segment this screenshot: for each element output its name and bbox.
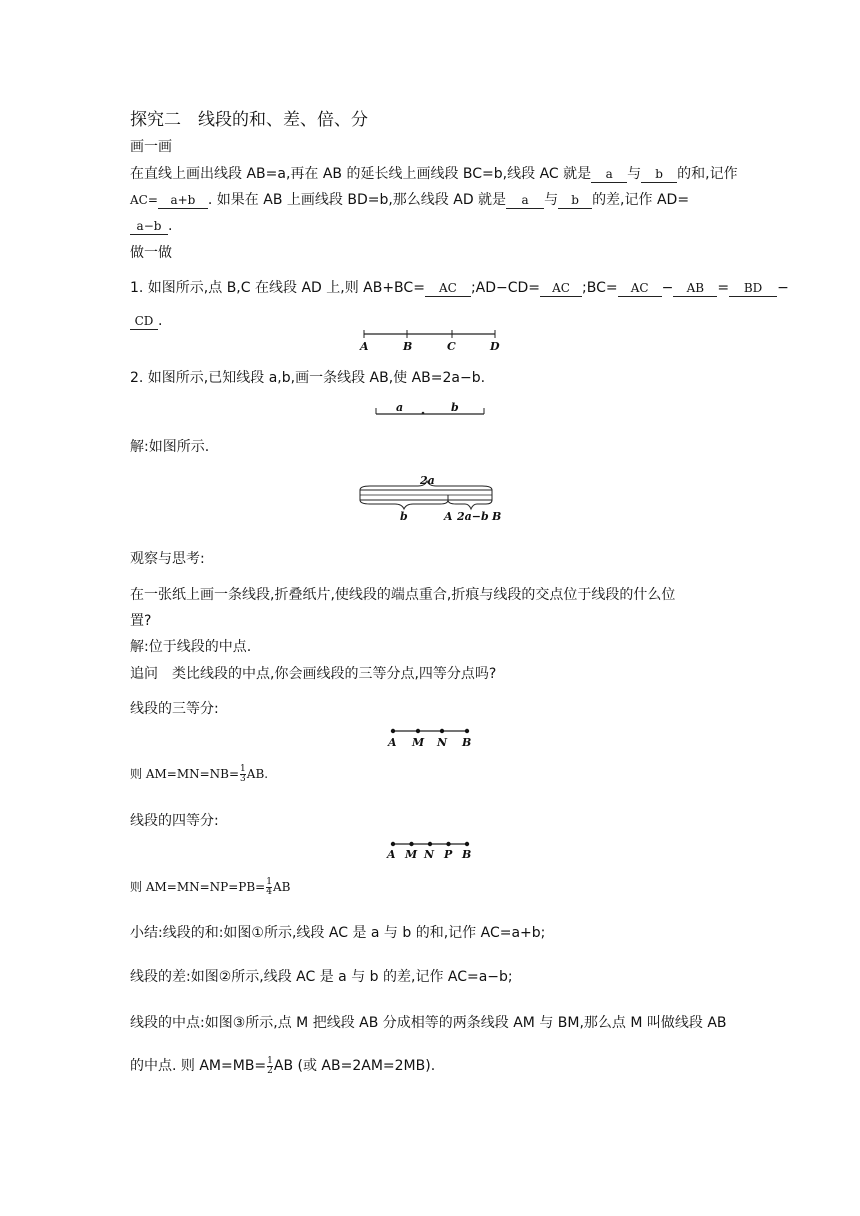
- label-2a-minus-b: 2a−b: [457, 510, 489, 523]
- answer-blank: a: [506, 193, 544, 209]
- followup-question: 追问 类比线段的中点,你会画线段的三等分点,四等分点吗?: [130, 666, 497, 682]
- draw-heading: 画一画: [130, 139, 172, 155]
- formula-text: AB: [272, 880, 291, 894]
- draw-text: 在直线上画出线段 AB=a,再在 AB 的延长线上画线段 BC=b,线段 AC 就是: [130, 166, 592, 182]
- point-label-n: N: [424, 848, 435, 861]
- quadrisection-formula: [130, 877, 290, 897]
- answer-blank: a: [591, 167, 627, 183]
- fraction-denominator: 3: [240, 773, 246, 784]
- formula-text: 则 AM=MN=NB=: [130, 767, 240, 781]
- solution-text: 解:如图所示.: [130, 439, 210, 455]
- draw-text: . 如果在 AB 上画线段 BD=b,那么线段 AD 就是: [207, 192, 507, 208]
- point-label-b: B: [403, 340, 413, 353]
- fraction-denominator: 4: [266, 886, 272, 897]
- section-title: 探究二 线段的和、差、倍、分: [130, 110, 368, 130]
- summary-midpoint-line-2: [130, 1056, 435, 1076]
- question-text: .: [158, 313, 163, 329]
- answer-blank: CD: [130, 314, 158, 330]
- fraction-numerator: 1: [240, 763, 246, 774]
- point-dot: [428, 842, 432, 846]
- draw-text: 的差,记作 AD=: [592, 192, 690, 208]
- point-label-a: A: [387, 848, 396, 861]
- fraction-one-third: [240, 765, 246, 784]
- trisection-label: 线段的三等分:: [130, 701, 219, 717]
- fraction-numerator: 1: [267, 1055, 273, 1066]
- answer-blank: a+b: [158, 193, 208, 209]
- answer-blank: AC: [540, 281, 582, 297]
- brace-bottom-diff: [448, 500, 492, 509]
- point-label-n: N: [437, 736, 448, 749]
- point-label-p: P: [444, 848, 453, 861]
- formula-text: 则 AM=MN=NP=PB=: [130, 880, 266, 894]
- fraction-numerator: 1: [266, 876, 272, 887]
- answer-blank: AC: [618, 281, 662, 297]
- summary-sum: 小结:线段的和:如图①所示,线段 AC 是 a 与 b 的和,记作 AC=a+b;: [130, 925, 546, 941]
- point-label-b: B: [462, 848, 472, 861]
- point-label-m: M: [412, 736, 425, 749]
- point-dot: [465, 729, 469, 733]
- brace-bottom-b: [360, 500, 448, 509]
- draw-text: 的和,记作: [677, 166, 738, 182]
- segment-label-a: a: [396, 401, 404, 414]
- label-b: b: [400, 510, 408, 523]
- answer-blank: b: [641, 167, 677, 183]
- formula-text: AB.: [246, 767, 269, 781]
- question-text: 1. 如图所示,点 B,C 在线段 AD 上,则 AB+BC=: [130, 280, 425, 296]
- point-dot: [391, 729, 395, 733]
- answer-blank: AC: [425, 281, 471, 297]
- formula-text: AB (或 AB=2AM=2MB).: [273, 1058, 436, 1074]
- point-dot: [409, 842, 413, 846]
- observe-question-line-2: 置?: [130, 613, 152, 629]
- answer-blank: BD: [729, 281, 777, 297]
- point-label-d: D: [490, 340, 500, 353]
- answer-blank: a−b: [130, 219, 168, 235]
- question-text: −: [777, 280, 789, 296]
- practice-heading: 做一做: [130, 245, 172, 261]
- draw-text: .: [168, 218, 173, 234]
- question-2: 2. 如图所示,已知线段 a,b,画一条线段 AB,使 AB=2a−b.: [130, 370, 486, 386]
- point-dot: [391, 842, 395, 846]
- point-label-a: A: [388, 736, 397, 749]
- draw-text: 与: [544, 192, 559, 208]
- question-text: =: [717, 280, 730, 296]
- summary-diff: 线段的差:如图②所示,线段 AC 是 a 与 b 的差,记作 AC=a−b;: [130, 969, 513, 985]
- observe-answer: 解:位于线段的中点.: [130, 639, 252, 655]
- answer-blank: b: [558, 193, 592, 209]
- point-label-b: B: [492, 510, 502, 523]
- fraction-one-quarter: [266, 878, 272, 897]
- separator-dot: [422, 412, 425, 415]
- point-label-b: B: [462, 736, 472, 749]
- point-label-m: M: [405, 848, 418, 861]
- question-text: ;AD−CD=: [470, 280, 541, 296]
- observe-heading: 观察与思考:: [130, 551, 205, 567]
- label-2a: 2a: [420, 474, 435, 487]
- point-label-c: C: [447, 340, 456, 353]
- trisection-formula: [130, 764, 268, 784]
- segment-label-b: b: [451, 401, 459, 414]
- draw-text: 与: [627, 166, 642, 182]
- point-dot: [440, 729, 444, 733]
- draw-text: AC=: [130, 193, 158, 207]
- point-label-a: A: [360, 340, 369, 353]
- question-text: ;BC=: [582, 280, 618, 296]
- quadrisection-label: 线段的四等分:: [130, 813, 219, 829]
- point-dot: [446, 842, 450, 846]
- fraction-denominator: 2: [267, 1065, 273, 1076]
- point-dot: [465, 842, 469, 846]
- point-dot: [416, 729, 420, 733]
- formula-text: 的中点. 则 AM=MB=: [130, 1058, 267, 1074]
- summary-midpoint-line-1: 线段的中点:如图③所示,点 M 把线段 AB 分成相等的两条线段 AM 与 BM,那么点 M 叫做线段 AB: [130, 1015, 727, 1031]
- question-text: −: [661, 280, 674, 296]
- answer-blank: AB: [673, 281, 717, 297]
- observe-question-line-1: 在一张纸上画一条线段,折叠纸片,使线段的端点重合,折痕与线段的交点位于线段的什么位: [130, 587, 676, 603]
- fraction-one-half: [267, 1057, 273, 1076]
- point-label-a: A: [444, 510, 453, 523]
